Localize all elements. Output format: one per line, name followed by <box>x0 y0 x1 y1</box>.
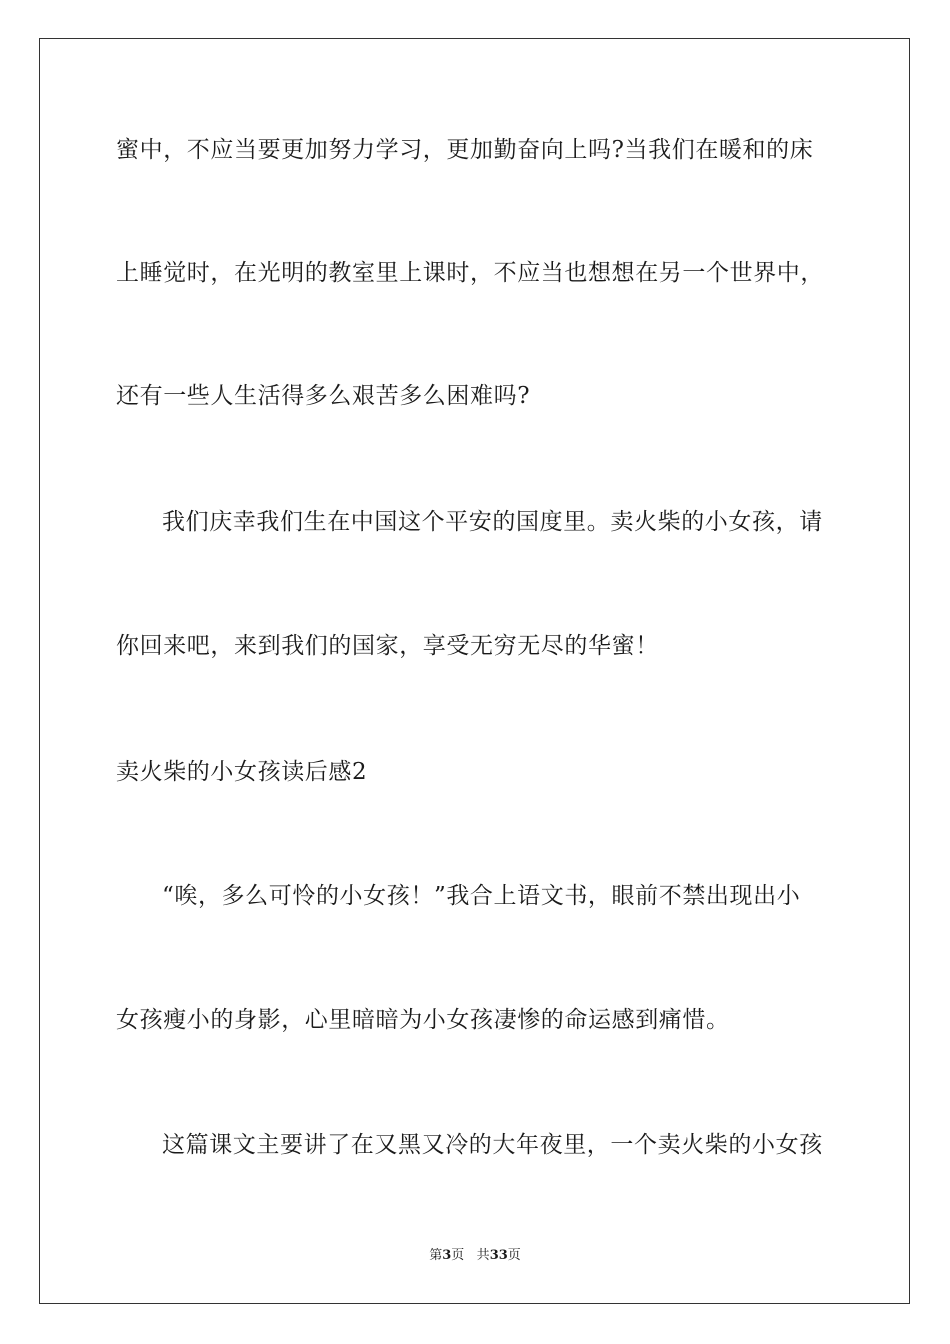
paragraph-start-line: 我们庆幸我们生在中国这个平安的国度里。卖火柴的小女孩，请 <box>162 509 823 535</box>
total-pages: 33 <box>489 1248 508 1263</box>
total-suffix: 页 <box>507 1248 521 1263</box>
total-prefix: 共 <box>476 1248 490 1263</box>
text-line: 女孩瘦小的身影，心里暗暗为小女孩凄惨的命运感到痛惜。 <box>116 1007 730 1033</box>
page-number: 3 <box>442 1248 452 1263</box>
section-heading: 卖火柴的小女孩读后感2 <box>116 759 368 785</box>
page-suffix: 页 <box>451 1248 465 1263</box>
page-footer <box>0 1247 950 1265</box>
text-line: 还有一些人生活得多么艰苦多么困难吗? <box>116 383 531 409</box>
page-prefix: 第 <box>429 1248 443 1263</box>
paragraph-start-line: “唉，多么可怜的小女孩！”我合上语文书，眼前不禁出现出小 <box>162 883 801 909</box>
page-border <box>39 38 910 1304</box>
text-line: 蜜中，不应当要更加努力学习，更加勤奋向上吗?当我们在暖和的床 <box>116 137 814 163</box>
text-line: 上睡觉时，在光明的教室里上课时，不应当也想想在另一个世界中， <box>116 260 824 286</box>
paragraph-start-line: 这篇课文主要讲了在又黑又冷的大年夜里，一个卖火柴的小女孩 <box>162 1132 823 1158</box>
text-line: 你回来吧，来到我们的国家，享受无穷无尽的华蜜！ <box>116 633 659 659</box>
